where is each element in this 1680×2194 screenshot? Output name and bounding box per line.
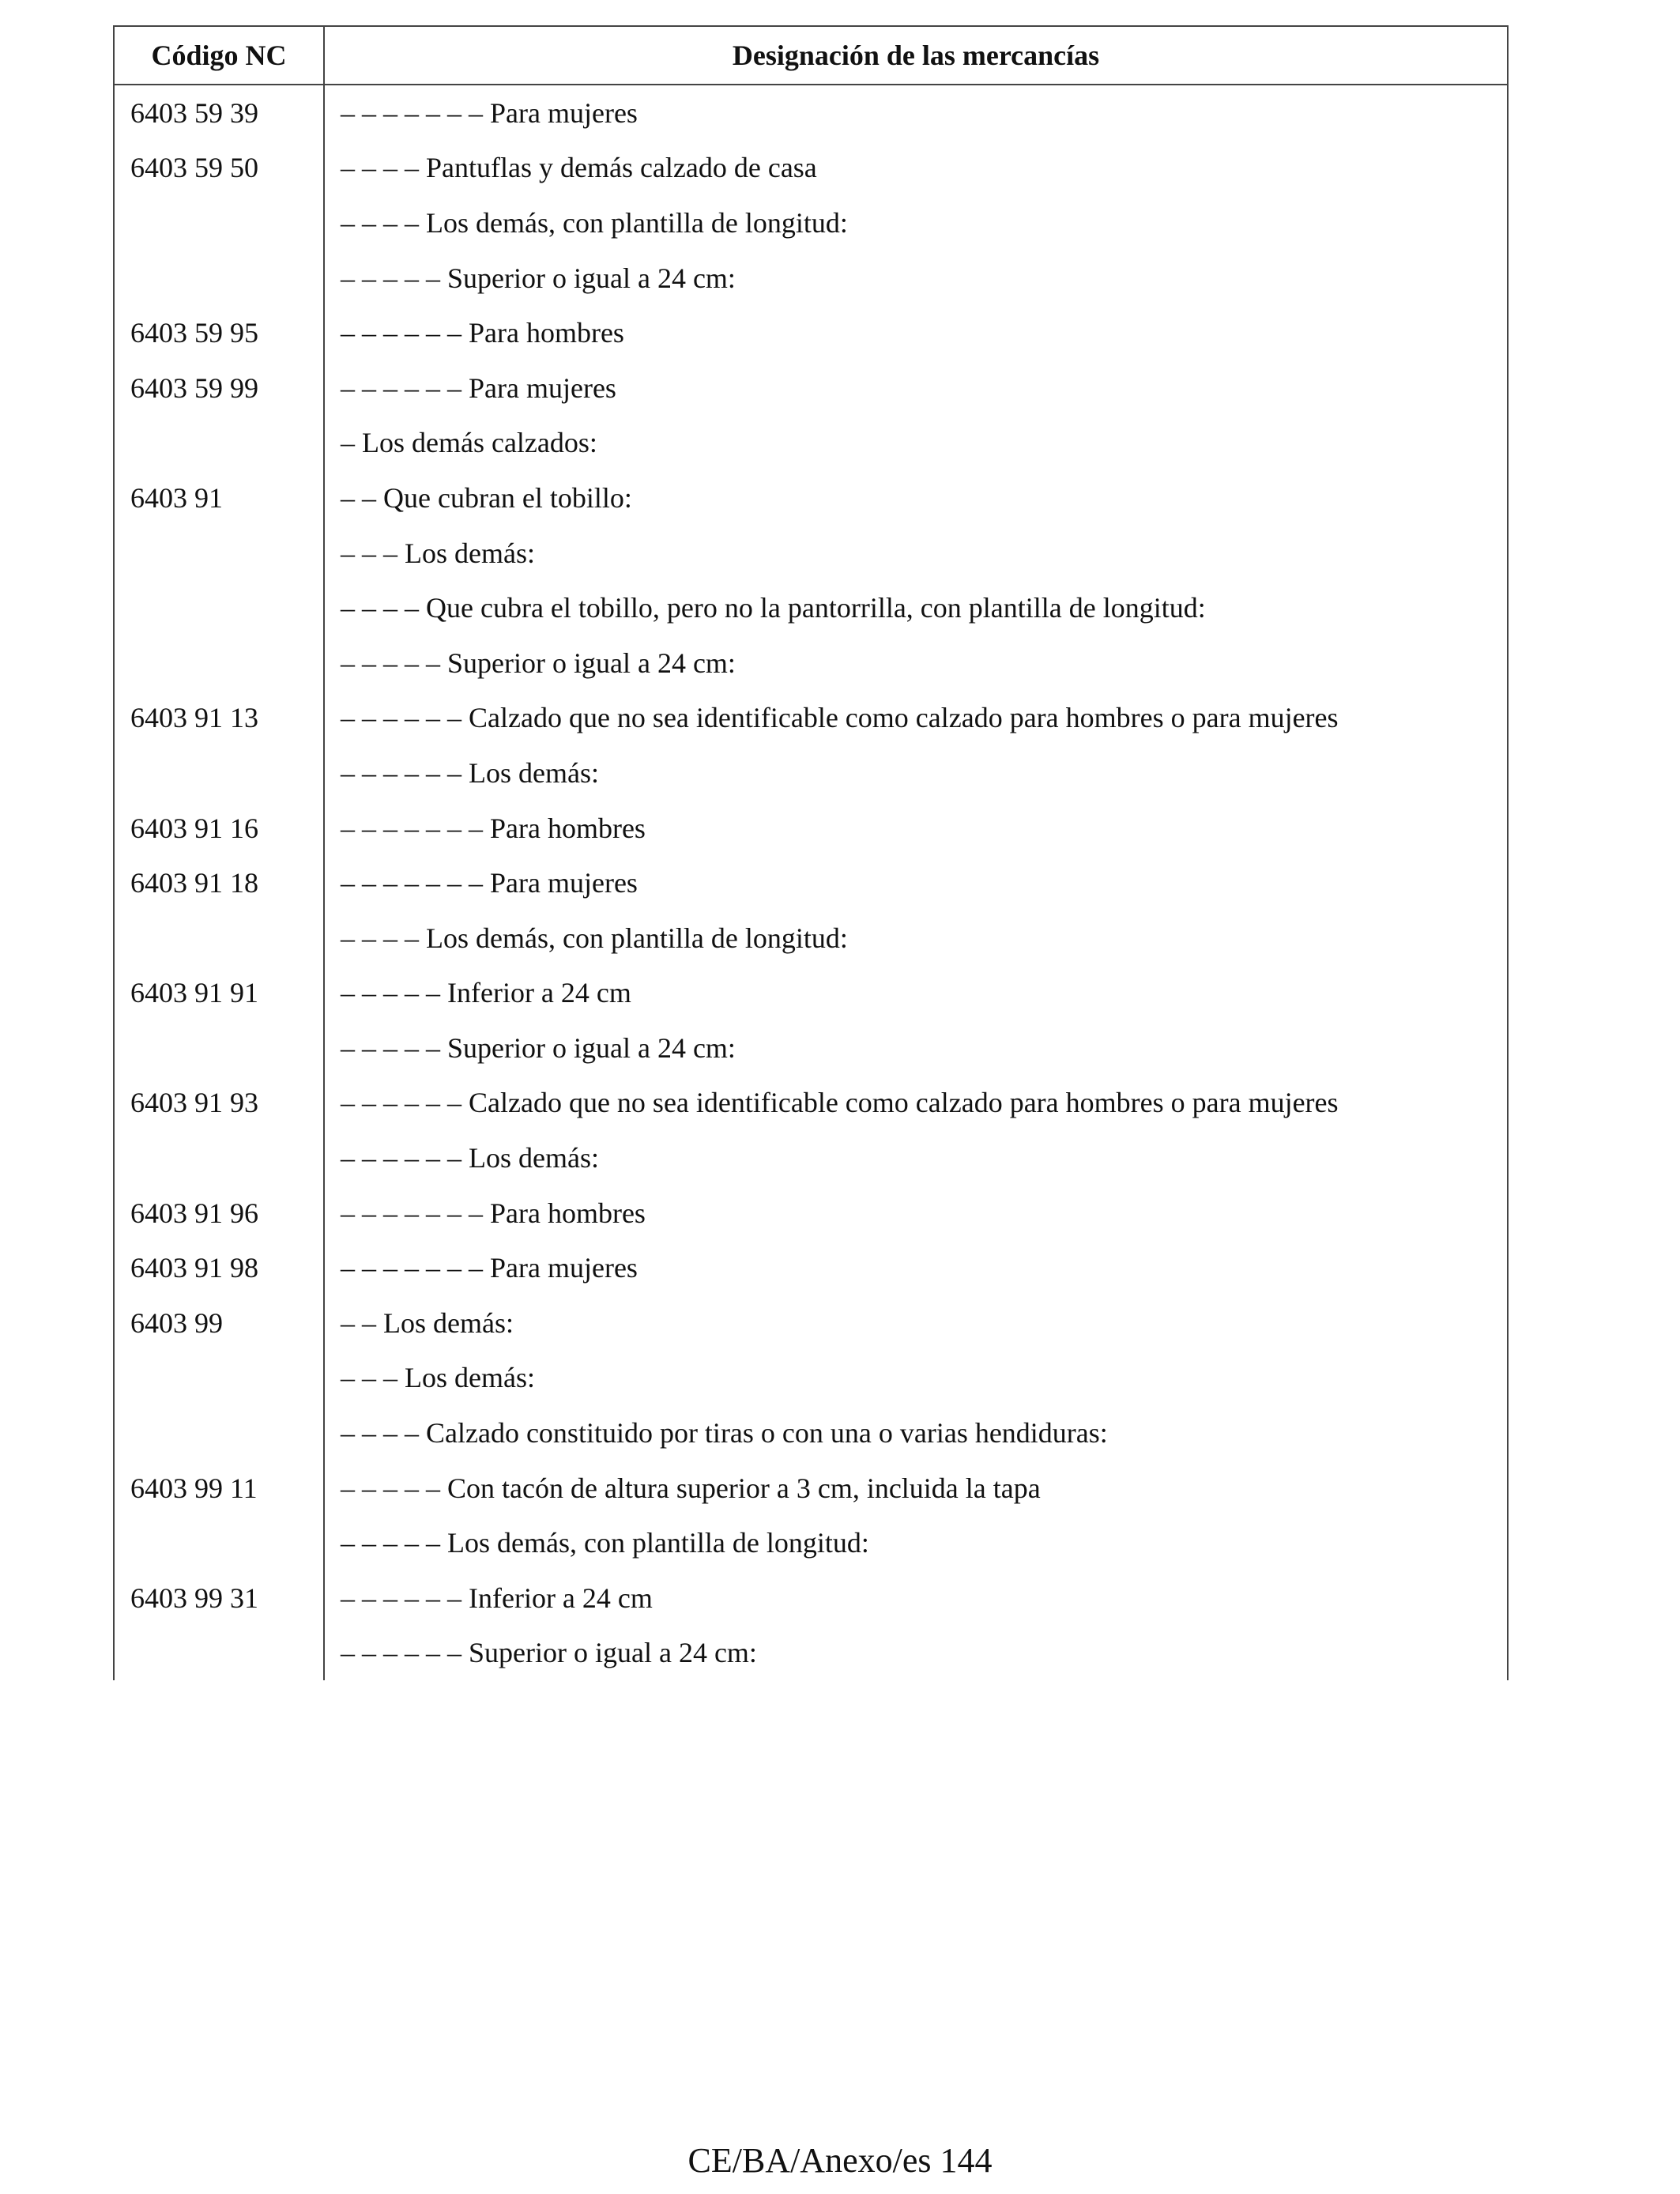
table-row: [114, 745, 1508, 801]
row-code: 6403 99 31: [114, 1570, 324, 1626]
row-description: – – – – – – – Para mujeres: [324, 855, 1508, 910]
table-row: [114, 855, 1508, 910]
row-code: [114, 251, 324, 306]
row-code: 6403 59 50: [114, 141, 324, 196]
row-code: 6403 91 93: [114, 1076, 324, 1131]
row-code: 6403 91 13: [114, 691, 324, 746]
row-code: [114, 910, 324, 966]
row-description: – – Los demás:: [324, 1295, 1508, 1351]
row-description: – – – – – – Los demás:: [324, 745, 1508, 801]
table-row: [114, 966, 1508, 1021]
table-row: [114, 526, 1508, 581]
row-description: – – – Los demás:: [324, 526, 1508, 581]
row-code: [114, 1515, 324, 1570]
row-description: – – – – – Superior o igual a 24 cm:: [324, 1020, 1508, 1076]
row-code: [114, 635, 324, 691]
table-row: [114, 580, 1508, 635]
row-description: – – – – – – Para hombres: [324, 305, 1508, 360]
row-description: – – – – – Con tacón de altura superior a 3 cm, incluida la tapa: [324, 1461, 1508, 1516]
row-description: – – – – – – Inferior a 24 cm: [324, 1570, 1508, 1626]
table-row: [114, 1130, 1508, 1186]
row-code: 6403 91 98: [114, 1240, 324, 1295]
table-row: [114, 1405, 1508, 1461]
row-code: 6403 91 16: [114, 801, 324, 856]
table-row: [114, 910, 1508, 966]
row-code: 6403 59 39: [114, 85, 324, 141]
row-description: – – – – – – – Para mujeres: [324, 1240, 1508, 1295]
table-header-row: [114, 26, 1508, 85]
row-code: 6403 91 18: [114, 855, 324, 910]
row-description: – – – – Calzado constituido por tiras o con una o varias hendiduras:: [324, 1405, 1508, 1461]
row-description: – – – – – – Calzado que no sea identificable como calzado para hombres o para mujeres: [324, 1076, 1508, 1131]
table-row: [114, 85, 1508, 141]
table-row: [114, 1626, 1508, 1681]
table-row: [114, 470, 1508, 526]
row-description: – – – – – – Los demás:: [324, 1130, 1508, 1186]
table-row: [114, 251, 1508, 306]
table-row: [114, 1240, 1508, 1295]
header-code: Código NC: [114, 26, 324, 85]
row-code: 6403 59 99: [114, 360, 324, 416]
row-description: – – – – Los demás, con plantilla de longitud:: [324, 910, 1508, 966]
row-code: [114, 1130, 324, 1186]
table-row: [114, 1076, 1508, 1131]
row-description: – – – – – – Para mujeres: [324, 360, 1508, 416]
row-code: [114, 1405, 324, 1461]
row-code: [114, 745, 324, 801]
page-footer-reference: CE/BA/Anexo/es 144: [687, 2141, 993, 2180]
tariff-table: [113, 25, 1509, 1680]
row-description: – – – – – – – Para hombres: [324, 1186, 1508, 1241]
table-row: [114, 1570, 1508, 1626]
table-row: [114, 1351, 1508, 1406]
row-code: [114, 1020, 324, 1076]
row-description: – – – – Pantuflas y demás calzado de casa: [324, 141, 1508, 196]
table-row: [114, 801, 1508, 856]
row-code: [114, 580, 324, 635]
row-description: – – Que cubran el tobillo:: [324, 470, 1508, 526]
row-code: 6403 59 95: [114, 305, 324, 360]
table-row: [114, 1461, 1508, 1516]
row-code: [114, 526, 324, 581]
table-row: [114, 360, 1508, 416]
row-description: – – – – – – Superior o igual a 24 cm:: [324, 1626, 1508, 1681]
table-row: [114, 1020, 1508, 1076]
table-row: [114, 1186, 1508, 1241]
row-code: [114, 1351, 324, 1406]
header-designation: Designación de las mercancías: [324, 26, 1508, 85]
row-description: – – – – – – – Para mujeres: [324, 85, 1508, 141]
table-row: [114, 416, 1508, 471]
row-code: [114, 195, 324, 251]
row-code: 6403 99: [114, 1295, 324, 1351]
table-row: [114, 305, 1508, 360]
row-description: – – – – – Los demás, con plantilla de longitud:: [324, 1515, 1508, 1570]
row-code: 6403 99 11: [114, 1461, 324, 1516]
row-description: – – – – – Superior o igual a 24 cm:: [324, 251, 1508, 306]
row-code: [114, 416, 324, 471]
row-code: 6403 91: [114, 470, 324, 526]
table-row: [114, 635, 1508, 691]
row-description: – – – – – – Calzado que no sea identificable como calzado para hombres o para mujeres: [324, 691, 1508, 746]
table-row: [114, 1515, 1508, 1570]
row-description: – – – – Que cubra el tobillo, pero no la pantorrilla, con plantilla de longitud:: [324, 580, 1508, 635]
table-row: [114, 141, 1508, 196]
table-row: [114, 195, 1508, 251]
table-row: [114, 691, 1508, 746]
row-description: – – – – – Superior o igual a 24 cm:: [324, 635, 1508, 691]
row-description: – Los demás calzados:: [324, 416, 1508, 471]
row-code: 6403 91 96: [114, 1186, 324, 1241]
row-code: [114, 1626, 324, 1681]
row-description: – – – Los demás:: [324, 1351, 1508, 1406]
row-description: – – – – – Inferior a 24 cm: [324, 966, 1508, 1021]
table-row: [114, 1295, 1508, 1351]
row-description: – – – – – – – Para hombres: [324, 801, 1508, 856]
row-description: – – – – Los demás, con plantilla de longitud:: [324, 195, 1508, 251]
row-code: 6403 91 91: [114, 966, 324, 1021]
